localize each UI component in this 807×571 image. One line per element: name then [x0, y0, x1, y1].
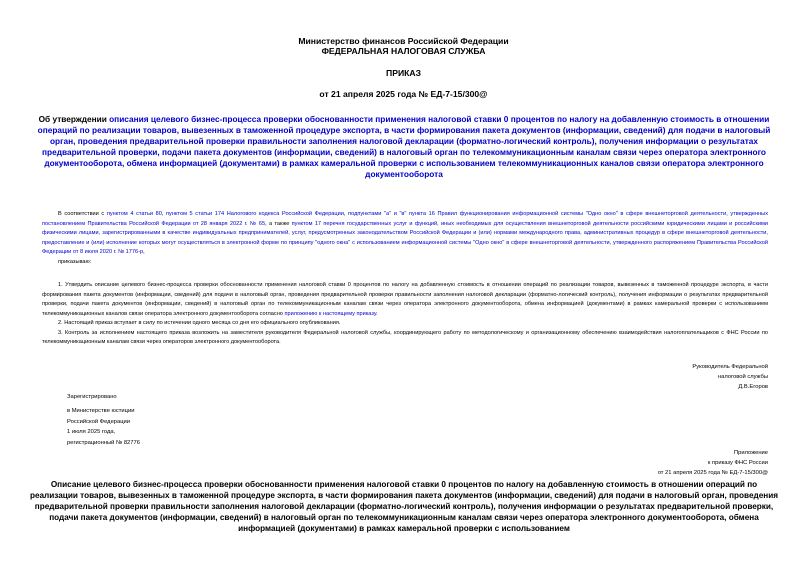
appendix-link[interactable]: приложению к настоящему приказу: [284, 310, 377, 317]
order-item-1: [42, 281, 768, 319]
registration-block: [67, 392, 287, 449]
registration-line-5: регистрационный № 82776: [67, 440, 140, 447]
order-item-1-end: .: [376, 310, 378, 317]
order-heading: ПРИКАЗ: [386, 68, 421, 78]
preamble-text-5: ,: [143, 249, 145, 255]
appendix-title: Описание целевого бизнес-процесса проверки обоснованности применения налоговой ставки 0 процентов по налогу на добавленную стоимость в отношении операций по реализации товаров, вывезенных в таможенной процедуре экспорта, в части формирования пакета документов (информации, сведений) для подачи в налоговый орган, проведения предварительной проверки правильности заполнения налоговой декларации (форматно-логический контроль), получения информации о результатах предварительной проверки, подачи пакета документов (информации, сведений) в налоговый орган по телекоммуникационным каналам связи через оператора электронного документооборота, обмена информацией (документами) в рамках камеральной проверки с использованием: [29, 480, 779, 533]
preamble-text-4: , а также: [265, 220, 292, 227]
registration-line-1: Зарегистрировано: [67, 394, 117, 400]
link-art174[interactable]: пунктом 5 статьи 174 Налогового кодекса Российской Федерации: [166, 211, 344, 217]
signature-block: [568, 362, 768, 392]
order-title-prefix: Об утверждении: [38, 114, 110, 124]
order-word: приказываю:: [58, 258, 92, 265]
service-name: ФЕДЕРАЛЬНАЯ НАЛОГОВАЯ СЛУЖБА: [321, 46, 486, 56]
signature-line-1: Руководитель Федеральной: [692, 364, 768, 370]
order-item-1-text: 1. Утвердить описание целевого бизнес-процесса проверки обоснованности применения налоговой ставки 0 процентов по налогу на добавленную стоимость в отношении операций по реализации товаров, вывезенных в таможенной процедуре экспорта, в части формирования пакета документов (информации, сведений) для подачи в налоговый орган, проведения предварительной проверки правильности заполнения налоговой декларации (форматно-логический контроль), получения информации о результатах предварительной проверки, подачи пакета документов (информации, сведений) в налоговый орган по телекоммуникационным каналам связи через оператора электронного документооборота, обмена информацией (документами) в рамках камеральной проверки с использованием телекоммуникационных каналов связи оператора электронного документооборота согласно: [42, 282, 768, 317]
order-title-link[interactable]: описания целевого бизнес-процесса проверки обоснованности применения налоговой ставки 0 процентов по налогу на добавленную стоимость в отношении операций по реализации товаров, вывезенных в таможенной процедуре экспорта, в части формирования пакета документов (информации, сведений) для подачи в налоговый орган, проведения предварительной проверки правильности заполнения налоговой декларации (форматно-логический контроль), получения информации о результатах предварительной проверки, подачи пакета документов (информации, сведений) в налоговый орган по телекоммуникационным каналам связи через оператора электронного документооборота, обмена информацией (документами) в рамках камеральной проверки с использованием телекоммуникационных каналов связи оператора электронного документооборота: [37, 114, 771, 179]
preamble-text-1: В соответствии с: [58, 211, 107, 217]
registration-line-3: Российской Федерации: [67, 418, 131, 425]
preamble: [42, 210, 768, 267]
preamble-text-3: ,: [343, 211, 349, 217]
order-item-3: 3. Контроль за исполнением настоящего приказа возложить на заместителя руководителя Федеральной налоговой службы, координирующего работу по методологическому и организационному обеспечению взаимодействия налогоплательщиков с ФНС России по телекоммуникационным каналам связи через операторов электронного документооборота.: [42, 329, 768, 345]
order-items: [42, 281, 768, 348]
registration-line-4: 1 июля 2025 года,: [67, 429, 116, 436]
registration-line-2: в Министерстве юстиции: [67, 407, 135, 414]
appendix-label: Приложение: [733, 450, 768, 456]
link-art80[interactable]: пунктом 4 статьи 80: [106, 211, 162, 217]
link-services-list[interactable]: пунктом 17 перечня государственных услуг и функций, иных необходимых для осуществления внешнеторговой деятельности российскими юридическими лицами и российскими физическими лицами, зарегистрированными в качестве индивидуальных предпринимателей, услуг, предусмотренных законодательством Российской Федерации и (или) нормами международного права, административных процедур в сфере внешнеторговой деятельности, предоставление и (или) исполнение которых могут осуществляться в электронной форме по принципу "одного окна" с использованием информационной системы "Одно окно" в сфере внешнеторговой деятельности, утвержденного распоряжением Правительства Российской Федерации от 8 июля 2020 г. № 1776-р: [42, 220, 768, 255]
order-item-2: 2. Настоящий приказ вступает в силу по истечении одного месяца со дня его официального опубликования.: [58, 320, 341, 326]
ministry-name: Министерство финансов Российской Федерации: [298, 36, 509, 46]
order-title: [28, 114, 780, 180]
link-one-window-rules[interactable]: подпунктами "а" и "в" пункта 16 Правил функционирования информационной системы "Одно окно" в сфере внешнеторговой деятельности, утвержденных постановлением Правительства Российской Федерации от 28 января 2022 г. № 65: [42, 211, 769, 227]
appendix-date-number: от 21 апреля 2025 года № ЕД-7-15/300@: [657, 470, 768, 476]
order-date-number: от 21 апреля 2025 года № ЕД-7-15/300@: [319, 89, 488, 99]
appendix-to-order: к приказу ФНС России: [707, 460, 768, 466]
appendix-header: [528, 448, 768, 478]
preamble-text-2: ,: [161, 211, 167, 217]
signature-name: Д.В.Егоров: [738, 384, 768, 390]
signature-line-2: налоговой службы: [717, 374, 768, 380]
preamble-paragraph: [42, 210, 768, 258]
